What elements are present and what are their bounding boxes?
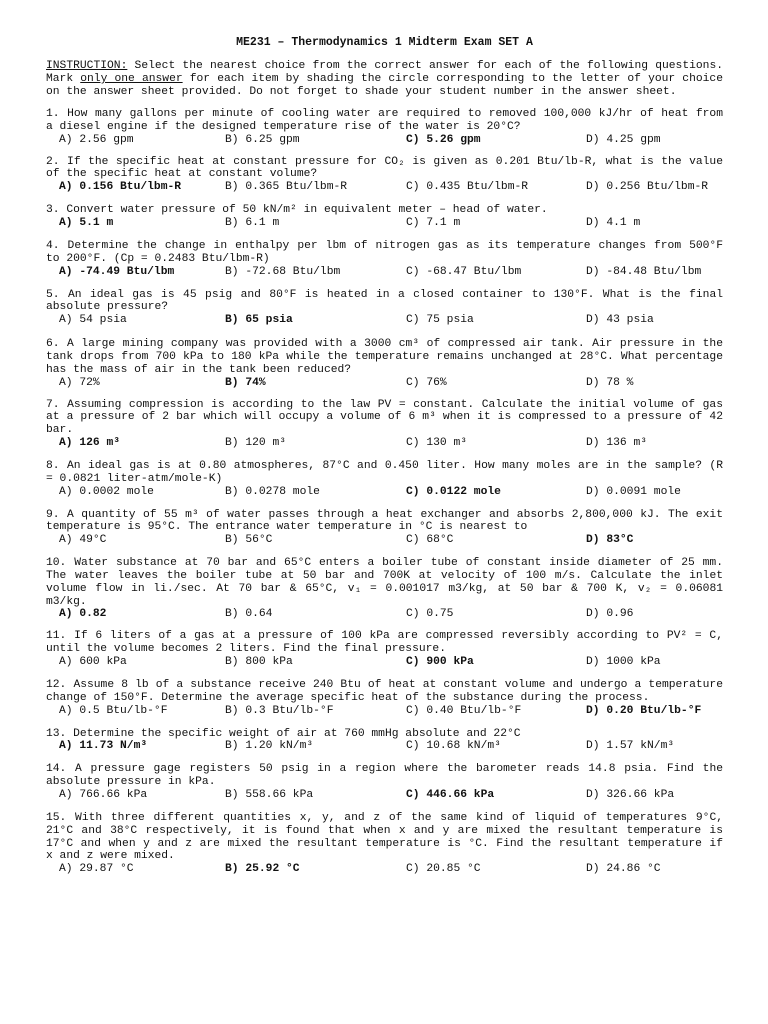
choice-d: D) 326.66 kPa: [586, 788, 675, 801]
choice-d: D) 1.57 kN/m³: [586, 740, 675, 753]
choice-d: D) 136 m³: [586, 436, 648, 449]
choice-c: C) 20.85 °C: [406, 863, 481, 876]
answer-choices: [46, 486, 723, 499]
choice-c: C) 0.40 Btu/lb-°F: [406, 704, 522, 717]
choice-c: C) 76%: [406, 376, 447, 389]
question-item: [46, 399, 723, 450]
choice-a: A) 29.87 °C: [59, 863, 134, 876]
question-text: 13. Determine the specific weight of air at 760 mmHg absolute and 22°C: [46, 727, 521, 740]
choice-d: D) 1000 kPa: [586, 655, 661, 668]
choice-d: D) 83°C: [586, 534, 634, 547]
choice-b: B) 558.66 kPa: [225, 788, 314, 801]
choice-a: A) 0.5 Btu/lb-°F: [59, 704, 168, 717]
question-item: [46, 156, 723, 195]
question-text: 4. Determine the change in enthalpy per lbm of nitrogen gas as its temperature changes from 500°F to 200°F. (Cp = 0.2483 Btu/lbm-R): [46, 239, 723, 265]
choice-d: D) 78 %: [586, 376, 634, 389]
choice-b: B) 0.64: [225, 608, 273, 621]
answer-choices: [46, 740, 723, 753]
question-text: 11. If 6 liters of a gas at a pressure of 100 kPa are compressed reversibly according to PV² = C, until the volume becomes 2 liters. Find the final pressure.: [46, 630, 723, 656]
answer-choices: [46, 534, 723, 547]
answer-choices: [46, 217, 723, 230]
choice-a: A) 49°C: [59, 534, 107, 547]
choice-a: A) -74.49 Btu/lbm: [59, 265, 175, 278]
answer-choices: [46, 314, 723, 327]
question-item: [46, 289, 723, 328]
choice-c: C) 0.435 Btu/lbm-R: [406, 181, 529, 194]
choice-a: A) 0.82: [59, 608, 107, 621]
choice-d: D) 43 psia: [586, 314, 654, 327]
choice-a: A) 54 psia: [59, 314, 127, 327]
choice-b: B) 74%: [225, 376, 266, 389]
question-item: [46, 763, 723, 802]
question-item: [46, 240, 723, 279]
choice-a: A) 2.56 gpm: [59, 133, 134, 146]
choice-a: A) 126 m³: [59, 436, 121, 449]
exam-page: [46, 36, 723, 876]
choice-b: B) 1.20 kN/m³: [225, 740, 314, 753]
exam-title: ME231 – Thermodynamics 1 Midterm Exam SET A: [236, 36, 533, 49]
choice-c: C) 0.0122 mole: [406, 485, 501, 498]
choice-c: C) 5.26 gpm: [406, 133, 481, 146]
choice-a: A) 766.66 kPa: [59, 788, 148, 801]
question-text: 6. A large mining company was provided with a 3000 cm³ of compressed air tank. Air pressure in the tank drops from 700 kPa to 180 kPa while the temperature remains unchanged at 28°C. What percentage has the mass of air in the tank been reduced?: [46, 338, 723, 376]
choice-d: D) 0.96: [586, 608, 634, 621]
choice-c: C) -68.47 Btu/lbm: [406, 265, 522, 278]
question-text: 9. A quantity of 55 m³ of water passes through a heat exchanger and absorbs 2,800,000 kJ. The exit temperature is 95°C. The entrance water temperature in °C is nearest to: [46, 508, 723, 534]
instruction-paragraph: [46, 60, 723, 99]
question-item: [46, 509, 723, 548]
question-item: [46, 108, 723, 147]
choice-b: B) 0.0278 mole: [225, 485, 320, 498]
choice-d: D) -84.48 Btu/lbm: [586, 265, 702, 278]
choice-d: D) 0.20 Btu/lb-°F: [586, 704, 702, 717]
answer-choices: [46, 377, 723, 390]
question-item: [46, 204, 723, 230]
choice-c: C) 446.66 kPa: [406, 788, 495, 801]
choice-a: A) 0.156 Btu/lbm-R: [59, 181, 182, 194]
choice-b: B) -72.68 Btu/lbm: [225, 265, 341, 278]
question-text: 12. Assume 8 lb of a substance receive 240 Btu of heat at constant volume and undergo a temperature change of 150°F. Determine the average specific heat of the substance during the process.: [46, 678, 723, 704]
choice-a: A) 5.1 m: [59, 216, 114, 229]
choice-d: D) 4.1 m: [586, 216, 641, 229]
question-text: 14. A pressure gage registers 50 psig in a region where the barometer reads 14.8 psia. Find the absolute pressure in kPa.: [46, 763, 723, 789]
answer-choices: [46, 789, 723, 802]
choice-c: C) 900 kPa: [406, 655, 474, 668]
choice-b: B) 0.365 Btu/lbm-R: [225, 181, 348, 194]
choice-b: B) 6.25 gpm: [225, 133, 300, 146]
question-item: [46, 630, 723, 669]
instruction-text-1: Select the nearest choice from the correct answer for each of the following questions. Mark: [46, 60, 723, 85]
choice-c: C) 10.68 kN/m³: [406, 740, 501, 753]
choice-b: B) 25.92 °C: [225, 863, 300, 876]
choice-b: B) 56°C: [225, 534, 273, 547]
question-text: 3. Convert water pressure of 50 kN/m² in equivalent meter – head of water.: [46, 204, 548, 217]
choice-a: A) 11.73 N/m³: [59, 740, 148, 753]
question-text: 8. An ideal gas is at 0.80 atmospheres, 87°C and 0.450 liter. How many moles are in the sample? (R = 0.0821 liter-atm/mole-K): [46, 459, 723, 485]
choice-a: A) 72%: [59, 376, 100, 389]
answer-choices: [46, 437, 723, 450]
question-text: 2. If the specific heat at constant pressure for CO₂ is given as 0.201 Btu/lb-R, what is the value of the specific heat at constant volume?: [46, 155, 723, 181]
answer-choices: [46, 863, 723, 876]
choice-b: B) 0.3 Btu/lb-°F: [225, 704, 334, 717]
instruction-emphasis: only one answer: [80, 73, 183, 85]
choice-c: C) 7.1 m: [406, 216, 461, 229]
answer-choices: [46, 181, 723, 194]
choice-a: A) 0.0002 mole: [59, 485, 154, 498]
question-text: 15. With three different quantities x, y, and z of the same kind of liquid of temperatures 9°C, 21°C and 38°C respectively, it is found that when x and y are mixed the resultant temperature is 17°C and when y and z are mixed the resultant temperature is °C. Find the resultant temperature if x and z were mixed.: [46, 811, 723, 863]
question-item: [46, 812, 723, 876]
question-item: [46, 679, 723, 718]
choice-b: B) 800 kPa: [225, 655, 293, 668]
question-item: [46, 557, 723, 621]
choice-b: B) 65 psia: [225, 314, 293, 327]
choice-b: B) 120 m³: [225, 436, 287, 449]
choice-d: D) 0.256 Btu/lbm-R: [586, 181, 709, 194]
choice-b: B) 6.1 m: [225, 216, 280, 229]
instruction-lead: INSTRUCTION:: [46, 60, 128, 72]
choice-d: D) 0.0091 mole: [586, 485, 681, 498]
choice-d: D) 24.86 °C: [586, 863, 661, 876]
question-text: 1. How many gallons per minute of cooling water are required to removed 100,000 kJ/hr of heat from a diesel engine if the designed temperature rise of the water is 20°C?: [46, 108, 723, 133]
answer-choices: [46, 705, 723, 718]
choice-c: C) 75 psia: [406, 314, 474, 327]
question-text: 10. Water substance at 70 bar and 65°C enters a boiler tube of constant inside diameter of 25 mm. The water leaves the boiler tube at 50 bar and 700K at velocity of 100 m/s. Calculate the inlet volume flow in li./sec. At 70 bar & 65°C, v₁ = 0.001017 m3/kg, at 50 bar & 700 K, v₂ = 0.06081 m3/kg.: [46, 557, 723, 608]
choice-a: A) 600 kPa: [59, 655, 127, 668]
question-text: 7. Assuming compression is according to the law PV = constant. Calculate the initial volume of gas at a pressure of 2 bar which will occupy a volume of 6 m³ when it is compressed to a pressure of 42 bar.: [46, 398, 723, 437]
answer-choices: [46, 266, 723, 279]
question-item: [46, 460, 723, 499]
choice-c: C) 130 m³: [406, 436, 468, 449]
choice-c: C) 68°C: [406, 534, 454, 547]
question-list: [46, 108, 723, 876]
choice-c: C) 0.75: [406, 608, 454, 621]
instruction-text-2: for each item by shading the circle corresponding to the letter of your choice on the answer sheet provided. Do not forget to shade your student number in the answer sheet.: [46, 73, 723, 98]
answer-choices: [46, 134, 723, 147]
answer-choices: [46, 656, 723, 669]
answer-choices: [46, 608, 723, 621]
question-item: [46, 728, 723, 754]
choice-d: D) 4.25 gpm: [586, 133, 661, 146]
question-item: [46, 338, 723, 389]
question-text: 5. An ideal gas is 45 psig and 80°F is heated in a closed container to 130°F. What is the final absolute pressure?: [46, 288, 723, 314]
